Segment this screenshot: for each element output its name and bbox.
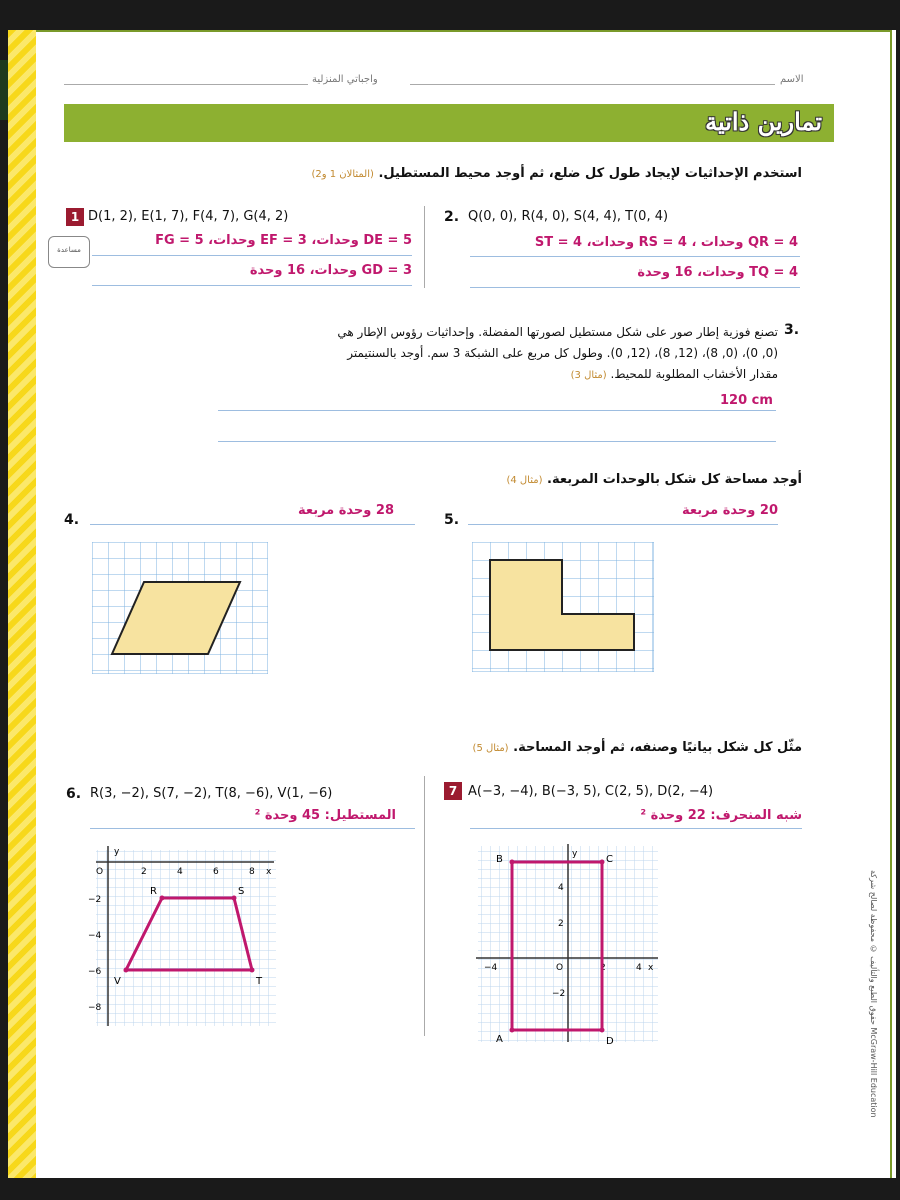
copyright-vertical-text: حقوق الطبع والتأليف © محفوظة لصالح شركة McGraw-Hill Education bbox=[869, 870, 878, 1118]
p7-vertex-a: A bbox=[496, 1034, 503, 1045]
p7-ytick-m2: −2 bbox=[552, 989, 566, 999]
p2-answer1: QR = 4 وحدات ، RS = 4 وحدات، ST = 4 bbox=[534, 235, 798, 250]
p3-answer-line2 bbox=[218, 441, 776, 442]
p6-answer-line bbox=[90, 828, 415, 829]
p6-number: 6. bbox=[66, 786, 82, 802]
p6-ytick-m8: −8 bbox=[88, 1003, 102, 1013]
p6-point-s bbox=[232, 896, 237, 901]
p7-vertex-b: B bbox=[496, 854, 503, 865]
p6-point-t bbox=[250, 968, 255, 973]
p3-answer-line1 bbox=[218, 410, 776, 411]
p1-answer1: DE = 5 وحدات، EF = 3 وحدات، FG = 5 bbox=[155, 233, 412, 248]
section3-instruction-text: مثّل كل شكل بيانيًا وصنفه، ثم أوجد المساحة. bbox=[513, 740, 802, 755]
p3-line2: (0, 0)، (0, 8)، (12, 8)، (12, 0). وطول كل مربع على الشبكة 3 سم. أوجد بالسنتيمتر bbox=[347, 346, 778, 360]
p1-answer-line2 bbox=[92, 285, 412, 286]
p1-points: D(1, 2), E(1, 7), F(4, 7), G(4, 2) bbox=[88, 209, 289, 224]
help-box-label: مساعدة bbox=[57, 246, 81, 254]
p7-point-b bbox=[510, 860, 515, 865]
p7-xtick-2: 2 bbox=[600, 963, 606, 973]
column-divider-1 bbox=[424, 206, 425, 288]
p7-graph bbox=[472, 842, 662, 1048]
banner-title: تمارين ذاتية bbox=[705, 107, 822, 136]
p3-example-ref: (مثال 3) bbox=[570, 370, 607, 381]
p2-points: Q(0, 0), R(4, 0), S(4, 4), T(0, 4) bbox=[468, 209, 669, 224]
p6-answer: المستطيل: 45 وحدة ² bbox=[254, 808, 396, 823]
p6-x-label: x bbox=[266, 867, 272, 877]
p2-answer2: TQ = 4 وحدات، 16 وحدة bbox=[637, 265, 798, 280]
section1-instruction bbox=[311, 166, 802, 181]
p7-point-c bbox=[600, 860, 605, 865]
p6-ytick-m4: −4 bbox=[88, 931, 102, 941]
p4-answer-line bbox=[90, 524, 415, 525]
p7-badge: 7 bbox=[444, 782, 462, 800]
p5-answer-line bbox=[468, 524, 778, 525]
p7-y-label: y bbox=[572, 849, 578, 859]
p6-xtick-2: 2 bbox=[141, 867, 147, 877]
p5-number: 5. bbox=[444, 512, 460, 528]
title-banner bbox=[64, 104, 834, 142]
p2-answer-line1 bbox=[470, 256, 800, 257]
p6-ytick-m2: −2 bbox=[88, 895, 102, 905]
p6-y-label: y bbox=[114, 847, 120, 857]
p6-vertex-s: S bbox=[238, 886, 245, 897]
section2-instruction-text: أوجد مساحة كل شكل بالوحدات المربعة. bbox=[547, 472, 802, 487]
p6-ytick-m6: −6 bbox=[88, 967, 102, 977]
p2-number: 2. bbox=[444, 209, 460, 225]
section2-instruction bbox=[506, 472, 802, 487]
right-border bbox=[890, 30, 892, 1178]
p4-number: 4. bbox=[64, 512, 80, 528]
name-line bbox=[410, 84, 775, 85]
p5-answer: 20 وحدة مربعة bbox=[681, 503, 778, 518]
help-box[interactable] bbox=[48, 236, 90, 268]
top-border bbox=[36, 30, 892, 32]
p3-line1: تصنع فوزية إطار صور على شكل مستطيل لصورتها المفضلة. وإحداثيات رؤوس الإطار هي bbox=[337, 325, 778, 339]
p6-origin: O bbox=[96, 867, 104, 877]
p7-ytick-4: 4 bbox=[558, 883, 564, 893]
p7-xtick-m4: −4 bbox=[484, 963, 498, 973]
p7-point-d bbox=[600, 1028, 605, 1033]
p3-number: 3. bbox=[784, 322, 800, 338]
p6-vertex-t: T bbox=[256, 976, 263, 987]
p7-answer-line bbox=[470, 828, 802, 829]
p7-origin: O bbox=[556, 963, 564, 973]
p6-point-v bbox=[124, 968, 129, 973]
p3-line3: مقدار الأخشاب المطلوبة للمحيط. bbox=[610, 367, 778, 381]
p6-xtick-6: 6 bbox=[213, 867, 219, 877]
p7-xtick-4: 4 bbox=[636, 963, 642, 973]
yellow-margin-bar bbox=[8, 30, 36, 1178]
p6-xtick-8: 8 bbox=[249, 867, 255, 877]
p3-answer: 120 cm bbox=[720, 393, 773, 408]
section3-example-ref: (مثال 5) bbox=[472, 743, 509, 754]
section3-instruction bbox=[473, 740, 802, 755]
p1-badge: 1 bbox=[66, 208, 84, 226]
p6-point-r bbox=[160, 896, 165, 901]
p2-answer-line2 bbox=[470, 287, 800, 288]
name-label: الاسم bbox=[780, 74, 804, 85]
p6-vertex-r: R bbox=[150, 886, 157, 897]
p7-answer: شبه المنحرف: 22 وحدة ² bbox=[640, 808, 802, 823]
section2-example-ref: (مثال 4) bbox=[506, 475, 543, 486]
p7-vertex-c: C bbox=[606, 854, 613, 865]
section1-example-ref: (المثالان 1 و2) bbox=[311, 169, 374, 180]
p1-answer2: GD = 3 وحدات، 16 وحدة bbox=[249, 263, 412, 278]
p6-xtick-4: 4 bbox=[177, 867, 183, 877]
column-divider-2 bbox=[424, 776, 425, 1036]
p7-vertex-d: D bbox=[606, 1036, 614, 1047]
homework-line bbox=[64, 84, 308, 85]
p5-figure bbox=[472, 542, 654, 672]
p4-figure bbox=[92, 542, 268, 674]
section1-instruction-text: استخدم الإحداثيات لإيجاد طول كل ضلع، ثم أوجد محيط المستطيل. bbox=[378, 166, 802, 181]
p6-vertex-v: V bbox=[114, 976, 121, 987]
p6-points: R(3, −2), S(7, −2), T(8, −6), V(1, −6) bbox=[90, 786, 333, 801]
p4-answer: 28 وحدة مربعة bbox=[297, 503, 394, 518]
homework-label: واجباتي المنزلية bbox=[312, 74, 378, 85]
p6-graph bbox=[88, 842, 278, 1028]
p7-points: A(−3, −4), B(−3, 5), C(2, 5), D(2, −4) bbox=[468, 784, 714, 799]
p7-point-a bbox=[510, 1028, 515, 1033]
p7-x-label: x bbox=[648, 963, 654, 973]
p1-answer-line1 bbox=[92, 255, 412, 256]
p7-ytick-2: 2 bbox=[558, 919, 564, 929]
p3-text bbox=[218, 322, 778, 386]
